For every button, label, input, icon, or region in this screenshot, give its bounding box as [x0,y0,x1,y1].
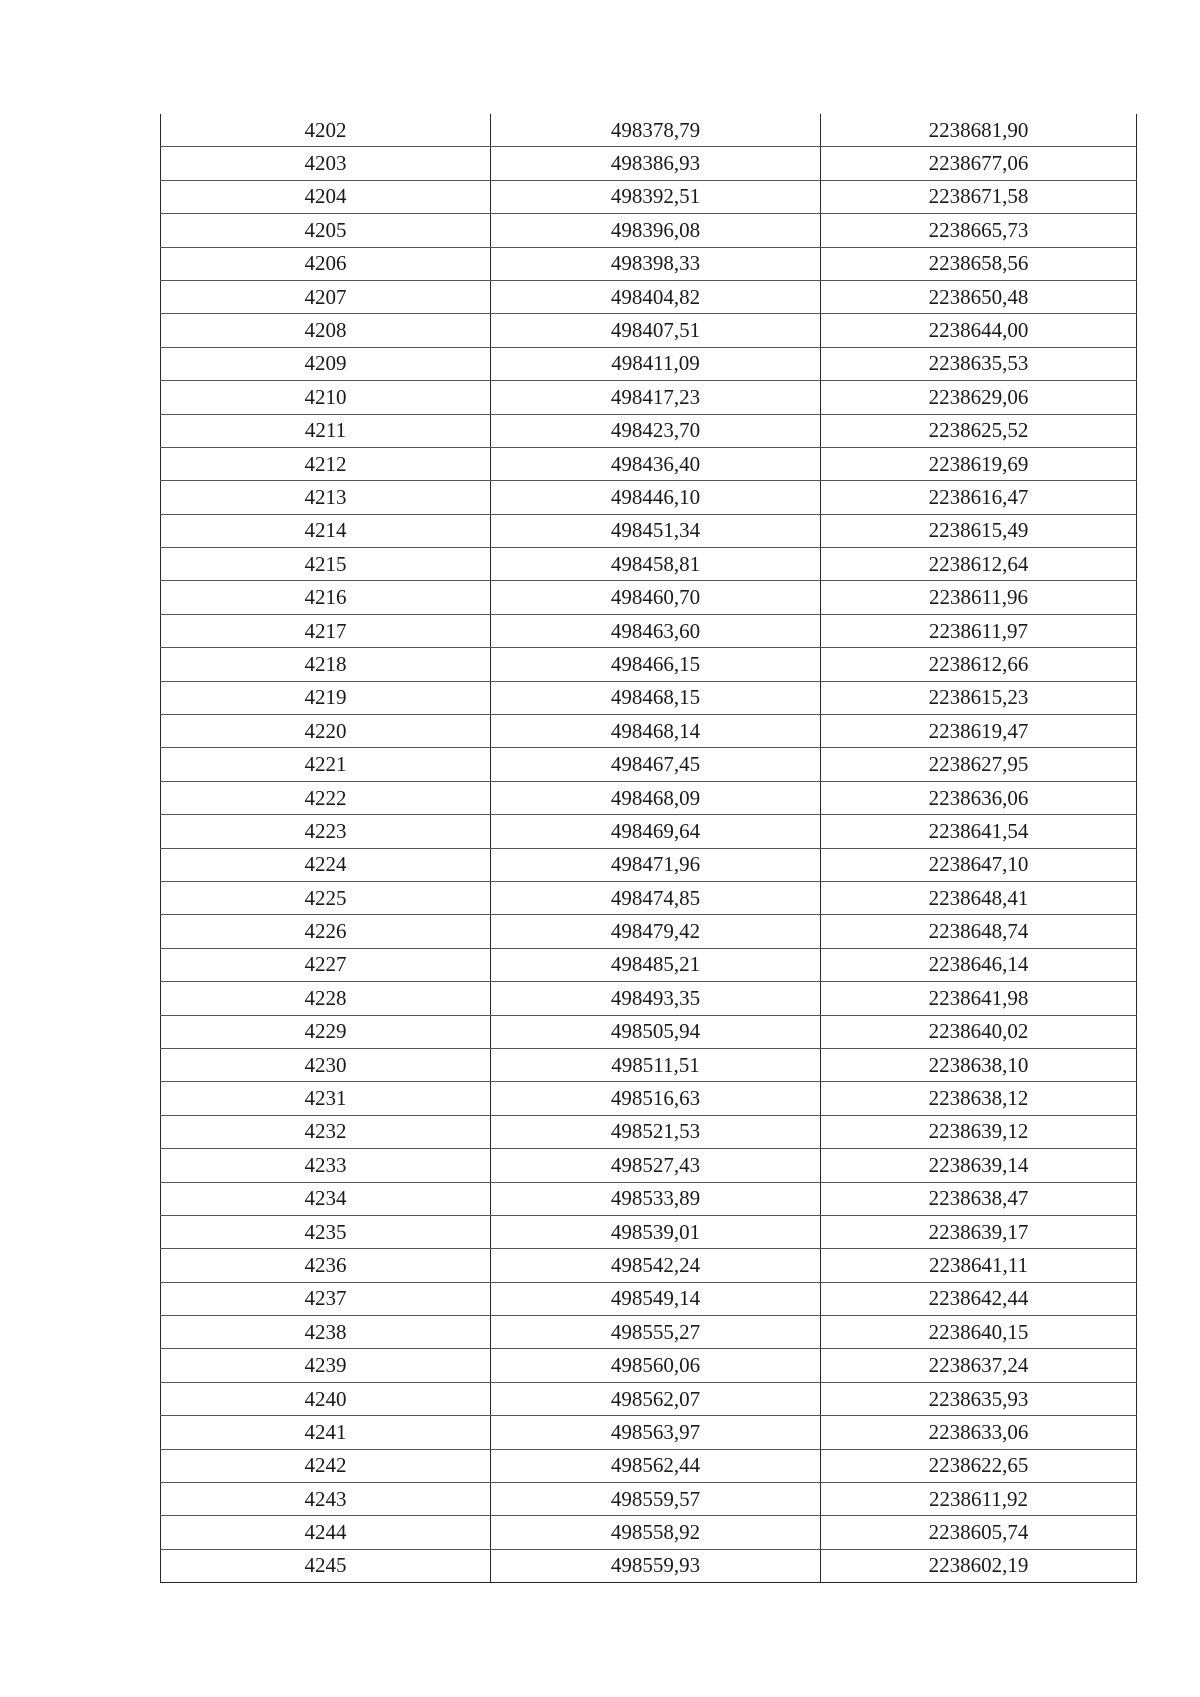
x-coordinate-cell: 498533,89 [491,1182,821,1215]
table-row [161,1382,1137,1415]
table-row [161,1316,1137,1349]
x-coordinate-cell: 498468,09 [491,781,821,814]
table-row [161,848,1137,881]
point-number-cell: 4203 [161,147,491,180]
point-number-cell: 4235 [161,1215,491,1248]
y-coordinate-cell: 2238671,58 [821,180,1137,213]
x-coordinate-cell: 498511,51 [491,1048,821,1081]
x-coordinate-cell: 498451,34 [491,514,821,547]
table-row [161,1516,1137,1549]
point-number-cell: 4227 [161,948,491,981]
x-coordinate-cell: 498542,24 [491,1249,821,1282]
table-row [161,881,1137,914]
x-coordinate-cell: 498446,10 [491,481,821,514]
table-row [161,414,1137,447]
y-coordinate-cell: 2238677,06 [821,147,1137,180]
x-coordinate-cell: 498392,51 [491,180,821,213]
table-row [161,147,1137,180]
point-number-cell: 4219 [161,681,491,714]
point-number-cell: 4211 [161,414,491,447]
point-number-cell: 4237 [161,1282,491,1315]
y-coordinate-cell: 2238638,12 [821,1082,1137,1115]
x-coordinate-cell: 498417,23 [491,381,821,414]
y-coordinate-cell: 2238639,14 [821,1149,1137,1182]
y-coordinate-cell: 2238639,12 [821,1115,1137,1148]
point-number-cell: 4240 [161,1382,491,1415]
y-coordinate-cell: 2238635,93 [821,1382,1137,1415]
x-coordinate-cell: 498559,57 [491,1483,821,1516]
point-number-cell: 4230 [161,1048,491,1081]
point-number-cell: 4242 [161,1449,491,1482]
y-coordinate-cell: 2238629,06 [821,381,1137,414]
table-row [161,1449,1137,1482]
table-row [161,1416,1137,1449]
table-row [161,1349,1137,1382]
table-row [161,715,1137,748]
point-number-cell: 4212 [161,447,491,480]
table-row [161,748,1137,781]
point-number-cell: 4239 [161,1349,491,1382]
y-coordinate-cell: 2238611,96 [821,581,1137,614]
point-number-cell: 4228 [161,982,491,1015]
point-number-cell: 4216 [161,581,491,614]
x-coordinate-cell: 498468,15 [491,681,821,714]
x-coordinate-cell: 498505,94 [491,1015,821,1048]
point-number-cell: 4236 [161,1249,491,1282]
x-coordinate-cell: 498423,70 [491,414,821,447]
x-coordinate-cell: 498471,96 [491,848,821,881]
table-row [161,648,1137,681]
table-row [161,1048,1137,1081]
x-coordinate-cell: 498559,93 [491,1549,821,1582]
table-row [161,815,1137,848]
table-row [161,915,1137,948]
table-row [161,514,1137,547]
y-coordinate-cell: 2238602,19 [821,1549,1137,1582]
table-row [161,948,1137,981]
point-number-cell: 4218 [161,648,491,681]
y-coordinate-cell: 2238681,90 [821,114,1137,147]
x-coordinate-cell: 498407,51 [491,314,821,347]
point-number-cell: 4206 [161,247,491,280]
table-row [161,1115,1137,1148]
point-number-cell: 4233 [161,1149,491,1182]
table-row [161,1182,1137,1215]
point-number-cell: 4223 [161,815,491,848]
x-coordinate-cell: 498521,53 [491,1115,821,1148]
y-coordinate-cell: 2238633,06 [821,1416,1137,1449]
point-number-cell: 4224 [161,848,491,881]
table-row [161,447,1137,480]
y-coordinate-cell: 2238648,74 [821,915,1137,948]
y-coordinate-cell: 2238637,24 [821,1349,1137,1382]
x-coordinate-cell: 498404,82 [491,280,821,313]
y-coordinate-cell: 2238639,17 [821,1215,1137,1248]
table-row [161,548,1137,581]
point-number-cell: 4225 [161,881,491,914]
x-coordinate-cell: 498436,40 [491,447,821,480]
point-number-cell: 4221 [161,748,491,781]
point-number-cell: 4207 [161,280,491,313]
y-coordinate-cell: 2238636,06 [821,781,1137,814]
y-coordinate-cell: 2238619,69 [821,447,1137,480]
y-coordinate-cell: 2238640,15 [821,1316,1137,1349]
x-coordinate-cell: 498378,79 [491,114,821,147]
table-row [161,180,1137,213]
y-coordinate-cell: 2238615,23 [821,681,1137,714]
point-number-cell: 4234 [161,1182,491,1215]
x-coordinate-cell: 498516,63 [491,1082,821,1115]
y-coordinate-cell: 2238638,10 [821,1048,1137,1081]
table-row [161,781,1137,814]
point-number-cell: 4208 [161,314,491,347]
table-row [161,114,1137,147]
table-row [161,681,1137,714]
table-row [161,1082,1137,1115]
y-coordinate-cell: 2238640,02 [821,1015,1137,1048]
y-coordinate-cell: 2238611,92 [821,1483,1137,1516]
point-number-cell: 4202 [161,114,491,147]
point-number-cell: 4244 [161,1516,491,1549]
x-coordinate-cell: 498474,85 [491,881,821,914]
point-number-cell: 4238 [161,1316,491,1349]
x-coordinate-cell: 498469,64 [491,815,821,848]
y-coordinate-cell: 2238641,54 [821,815,1137,848]
x-coordinate-cell: 498558,92 [491,1516,821,1549]
x-coordinate-cell: 498468,14 [491,715,821,748]
x-coordinate-cell: 498562,44 [491,1449,821,1482]
x-coordinate-cell: 498539,01 [491,1215,821,1248]
table-row [161,982,1137,1015]
y-coordinate-cell: 2238648,41 [821,881,1137,914]
x-coordinate-cell: 498555,27 [491,1316,821,1349]
point-number-cell: 4229 [161,1015,491,1048]
point-number-cell: 4217 [161,614,491,647]
y-coordinate-cell: 2238619,47 [821,715,1137,748]
y-coordinate-cell: 2238646,14 [821,948,1137,981]
point-number-cell: 4220 [161,715,491,748]
x-coordinate-cell: 498479,42 [491,915,821,948]
y-coordinate-cell: 2238615,49 [821,514,1137,547]
point-number-cell: 4243 [161,1483,491,1516]
x-coordinate-cell: 498458,81 [491,548,821,581]
x-coordinate-cell: 498563,97 [491,1416,821,1449]
point-number-cell: 4222 [161,781,491,814]
y-coordinate-cell: 2238612,64 [821,548,1137,581]
table-row [161,1549,1137,1582]
x-coordinate-cell: 498560,06 [491,1349,821,1382]
y-coordinate-cell: 2238605,74 [821,1516,1137,1549]
y-coordinate-cell: 2238612,66 [821,648,1137,681]
table-row [161,347,1137,380]
table-row [161,481,1137,514]
point-number-cell: 4232 [161,1115,491,1148]
x-coordinate-cell: 498466,15 [491,648,821,681]
table-row [161,1483,1137,1516]
point-number-cell: 4226 [161,915,491,948]
table-row [161,1015,1137,1048]
y-coordinate-cell: 2238622,65 [821,1449,1137,1482]
x-coordinate-cell: 498463,60 [491,614,821,647]
coordinates-table-body [161,114,1137,1583]
point-number-cell: 4231 [161,1082,491,1115]
y-coordinate-cell: 2238641,11 [821,1249,1137,1282]
point-number-cell: 4214 [161,514,491,547]
y-coordinate-cell: 2238642,44 [821,1282,1137,1315]
x-coordinate-cell: 498527,43 [491,1149,821,1182]
table-row [161,1215,1137,1248]
table-row [161,581,1137,614]
x-coordinate-cell: 498398,33 [491,247,821,280]
table-row [161,280,1137,313]
y-coordinate-cell: 2238647,10 [821,848,1137,881]
point-number-cell: 4204 [161,180,491,213]
table-row [161,1149,1137,1182]
point-number-cell: 4213 [161,481,491,514]
y-coordinate-cell: 2238611,97 [821,614,1137,647]
point-number-cell: 4241 [161,1416,491,1449]
table-row [161,214,1137,247]
x-coordinate-cell: 498386,93 [491,147,821,180]
table-row [161,1249,1137,1282]
point-number-cell: 4205 [161,214,491,247]
coordinates-table [160,114,1137,1583]
x-coordinate-cell: 498396,08 [491,214,821,247]
point-number-cell: 4209 [161,347,491,380]
x-coordinate-cell: 498460,70 [491,581,821,614]
table-row [161,247,1137,280]
point-number-cell: 4210 [161,381,491,414]
y-coordinate-cell: 2238627,95 [821,748,1137,781]
y-coordinate-cell: 2238665,73 [821,214,1137,247]
table-row [161,381,1137,414]
y-coordinate-cell: 2238625,52 [821,414,1137,447]
x-coordinate-cell: 498562,07 [491,1382,821,1415]
x-coordinate-cell: 498411,09 [491,347,821,380]
x-coordinate-cell: 498467,45 [491,748,821,781]
y-coordinate-cell: 2238650,48 [821,280,1137,313]
x-coordinate-cell: 498493,35 [491,982,821,1015]
y-coordinate-cell: 2238616,47 [821,481,1137,514]
table-row [161,314,1137,347]
y-coordinate-cell: 2238638,47 [821,1182,1137,1215]
point-number-cell: 4215 [161,548,491,581]
y-coordinate-cell: 2238644,00 [821,314,1137,347]
y-coordinate-cell: 2238658,56 [821,247,1137,280]
x-coordinate-cell: 498485,21 [491,948,821,981]
table-row [161,1282,1137,1315]
x-coordinate-cell: 498549,14 [491,1282,821,1315]
point-number-cell: 4245 [161,1549,491,1582]
y-coordinate-cell: 2238641,98 [821,982,1137,1015]
table-row [161,614,1137,647]
y-coordinate-cell: 2238635,53 [821,347,1137,380]
